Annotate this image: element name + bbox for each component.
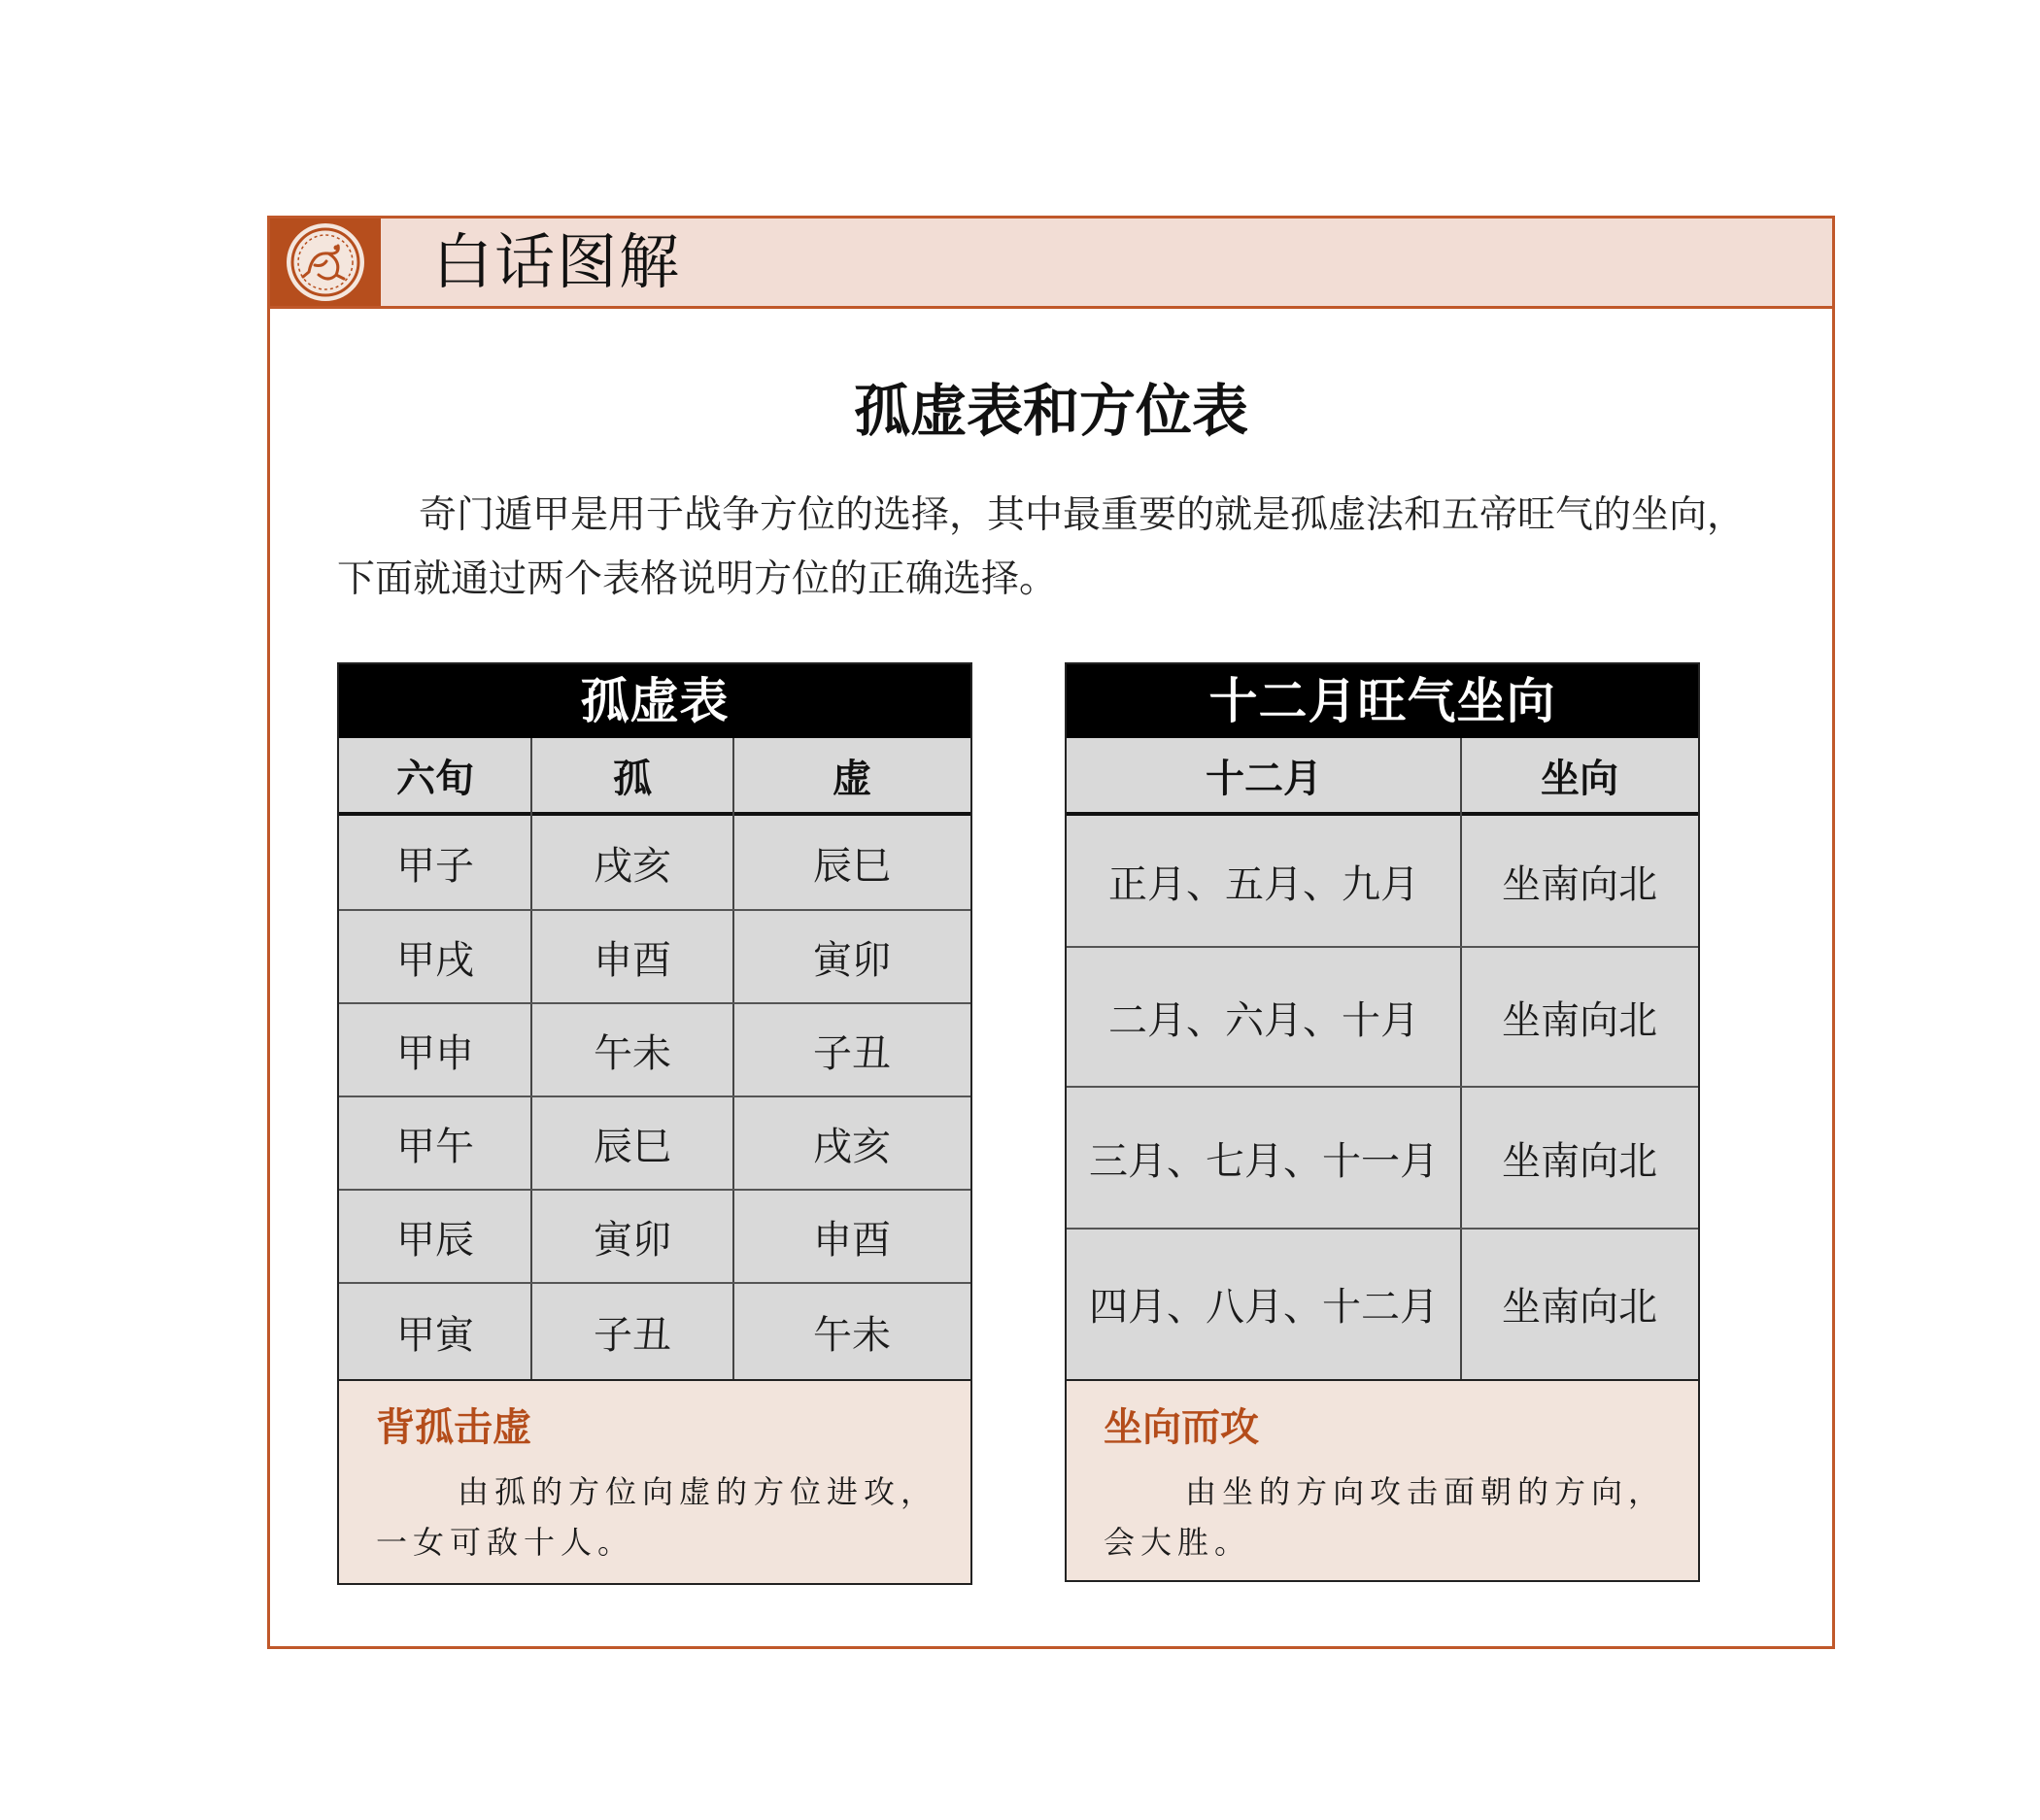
- table-cell: 甲午: [396, 1124, 474, 1169]
- table-cell: 坐南向北: [1502, 997, 1657, 1043]
- article-title: 孤虚表和方位表: [853, 378, 1248, 444]
- table-cell: 甲寅: [396, 1312, 474, 1358]
- table-cell: 戌亥: [813, 1124, 891, 1169]
- table-cell: 甲戌: [396, 937, 474, 983]
- header-cell-month: 十二月: [1206, 755, 1322, 801]
- guxu-note: [339, 1379, 970, 1583]
- wangqi-table-header: [1067, 738, 1698, 816]
- intro-paragraph: 奇门遁甲是用于战争方位的选择，其中最重要的就是孤虚法和五帝旺气的坐向，下面就通过两个表格说明方位的正确选择。: [337, 493, 1746, 601]
- header-cell-liuxun: 六旬: [396, 755, 474, 801]
- table-cell: 二月、六月、十月: [1108, 997, 1419, 1043]
- table-cell: 坐南向北: [1502, 1138, 1657, 1184]
- wangqi-table-title: 十二月旺气坐向: [1067, 664, 1698, 738]
- note-text: 由孤的方位向虚的方位进攻，一女可敌十人。: [376, 1473, 938, 1561]
- guxu-table-title: 孤虚表: [339, 664, 970, 738]
- table-cell: 甲申: [396, 1030, 474, 1076]
- table-cell: 戌亥: [594, 843, 671, 889]
- table-cell: 四月、八月、十二月: [1089, 1284, 1439, 1330]
- table-cell: 午未: [813, 1312, 891, 1358]
- dragon-seal-icon: [280, 219, 371, 306]
- table-cell: 寅卯: [813, 937, 891, 983]
- note-title: 背孤击虚: [376, 1405, 531, 1450]
- guxu-table-header: [339, 738, 970, 816]
- header-cell-gu: 孤: [613, 755, 652, 801]
- wangqi-table: [1065, 662, 1700, 1582]
- table-cell: 辰巳: [813, 843, 891, 889]
- header-title: 白话图解: [432, 226, 682, 297]
- diagram-frame: [267, 216, 1835, 1649]
- header-bar: [270, 219, 1832, 309]
- table-cell: 寅卯: [594, 1217, 671, 1263]
- header-cell-xu: 虚: [833, 755, 871, 801]
- emblem-block: [270, 219, 381, 306]
- table-cell: 申酉: [813, 1217, 891, 1263]
- table-cell: 坐南向北: [1502, 1284, 1657, 1330]
- table-cell: 子丑: [813, 1030, 891, 1076]
- header-cell-orientation: 坐向: [1541, 755, 1618, 801]
- table-cell: 甲子: [396, 843, 474, 889]
- guxu-table: [337, 662, 972, 1585]
- table-cell: 三月、七月、十一月: [1089, 1138, 1439, 1184]
- table-cell: 子丑: [594, 1312, 671, 1358]
- table-cell: 午未: [594, 1030, 671, 1076]
- table-cell: 申酉: [594, 937, 671, 983]
- table-cell: 正月、五月、九月: [1108, 861, 1419, 907]
- wangqi-note: [1067, 1379, 1698, 1580]
- note-text: 由坐的方向攻击面朝的方向，会大胜。: [1104, 1473, 1666, 1561]
- table-cell: 甲辰: [396, 1217, 474, 1263]
- table-cell: 坐南向北: [1502, 861, 1657, 907]
- note-title: 坐向而攻: [1104, 1405, 1259, 1450]
- table-cell: 辰巳: [594, 1124, 671, 1169]
